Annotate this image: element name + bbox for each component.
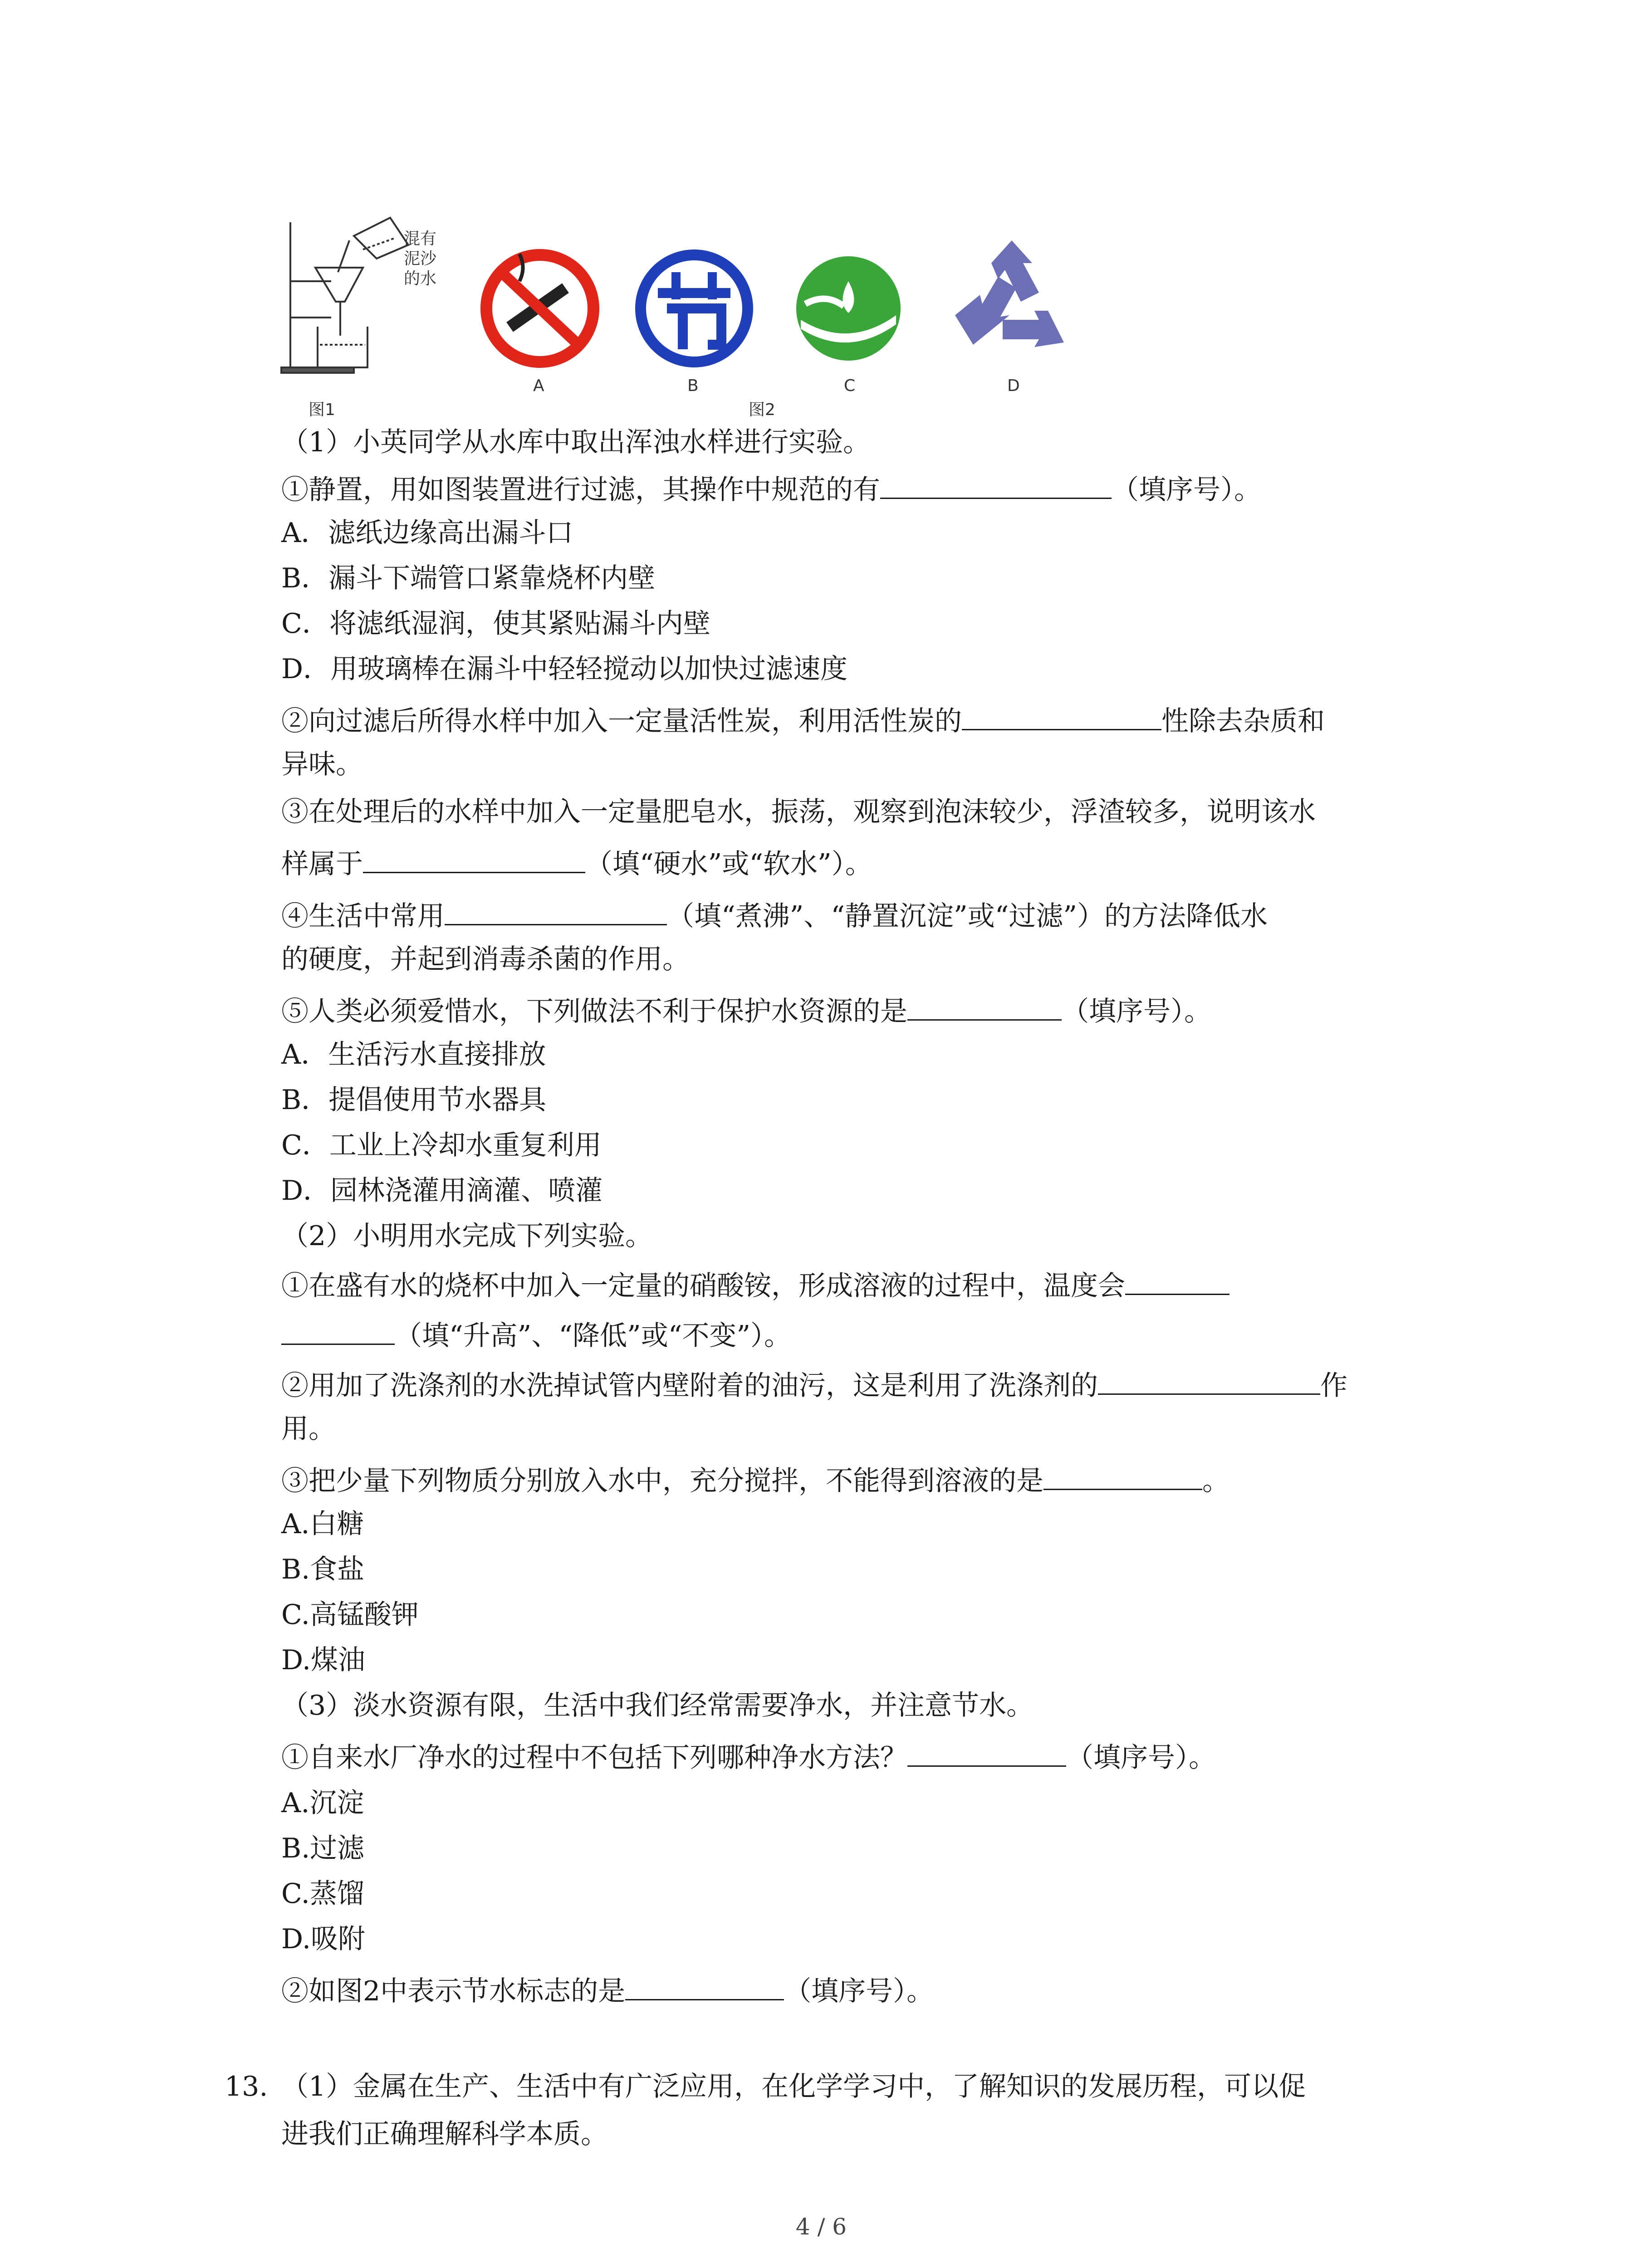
answer-blank[interactable]	[1043, 1461, 1202, 1490]
q-s4-line2: 的硬度，并起到消毒杀菌的作用。	[281, 943, 690, 975]
option-c: C.蒸馏	[281, 1878, 364, 1910]
option-d: D.煤油	[281, 1644, 366, 1676]
answer-blank[interactable]	[625, 1971, 784, 2000]
q-s3-text: 样属于	[281, 848, 363, 880]
option-a: A．滤纸边缘高出漏斗口	[281, 517, 573, 549]
q-s4-line1	[281, 896, 1268, 934]
answer-blank[interactable]	[445, 896, 667, 925]
part1-intro: （1）小英同学从水库中取出浑浊水样进行实验。	[281, 426, 871, 458]
q-s1-tail: （填序号）。	[1112, 474, 1261, 506]
q-t1-line2	[281, 1315, 791, 1354]
option-c: C．工业上冷却水重复利用	[281, 1129, 602, 1161]
option-a: A.沉淀	[281, 1787, 364, 1819]
answer-blank[interactable]	[1098, 1365, 1320, 1395]
option-d: D.吸附	[281, 1923, 366, 1955]
answer-blank[interactable]	[962, 701, 1161, 730]
option-d: D．园林浇灌用滴灌、喷灌	[281, 1175, 603, 1207]
q-s4-tail: （填“煮沸”、“静置沉淀”或“过滤”）的方法降低水	[667, 900, 1268, 932]
q-u1	[281, 1737, 1216, 1776]
option-d: D．用玻璃棒在漏斗中轻轻搅动以加快过滤速度	[281, 653, 848, 685]
option-b: B．提倡使用节水器具	[281, 1084, 547, 1116]
water-drop-sign-icon	[796, 256, 901, 361]
q-t2-line1	[281, 1365, 1347, 1404]
icon-label-a: A	[533, 376, 544, 395]
water-saving-sign-icon	[641, 255, 748, 362]
q-t3-tail: 。	[1202, 1465, 1230, 1497]
answer-blank[interactable]	[1125, 1266, 1230, 1295]
q-s1	[281, 469, 1261, 508]
q-t1-text: ①在盛有水的烧杯中加入一定量的硝酸铵，形成溶液的过程中，温度会	[281, 1270, 1125, 1302]
q-s3-line1: ③在处理后的水样中加入一定量肥皂水，振荡，观察到泡沫较少，浮渣较多，说明该水	[281, 796, 1316, 828]
part3-intro: （3）淡水资源有限，生活中我们经常需要净水，并注意节水。	[281, 1690, 1034, 1721]
q-s3-tail: （填“硬水”或“软水”）。	[585, 848, 872, 880]
q-s3-line2	[281, 844, 872, 882]
option-a: A．生活污水直接排放	[281, 1039, 546, 1070]
q-s5	[281, 991, 1211, 1030]
option-b: B．漏斗下端管口紧靠烧杯内壁	[281, 562, 656, 594]
q-u1-tail: （填序号）。	[1066, 1742, 1216, 1774]
answer-blank-cont[interactable]	[281, 1315, 395, 1345]
answer-blank[interactable]	[907, 1737, 1066, 1767]
icon-label-b: B	[687, 376, 699, 395]
option-c: C．将滤纸湿润，使其紧贴漏斗内壁	[281, 608, 710, 640]
fig2-caption: 图2	[749, 401, 775, 419]
q-s2-cont: 异味。	[281, 748, 363, 780]
answer-blank[interactable]	[907, 991, 1062, 1021]
icon-label-d: D	[1007, 376, 1020, 395]
figures-row	[272, 213, 1112, 426]
question-13-line1: （1）金属在生产、生活中有广泛应用，在化学学习中，了解知识的发展历程，可以促	[281, 2071, 1306, 2102]
fig1-caption: 图1	[309, 401, 335, 419]
filtration-apparatus-icon	[281, 218, 408, 373]
question-13-number: 13.	[225, 2071, 268, 2102]
q-u2-text: ②如图2中表示节水标志的是	[281, 1975, 626, 2007]
q-t2-line2: 用。	[281, 1413, 336, 1445]
q-s5-text: ⑤人类必须爱惜水，下列做法不利于保护水资源的是	[281, 996, 907, 1027]
option-c: C.高锰酸钾	[281, 1599, 419, 1631]
q-u1-text: ①自来水厂净水的过程中不包括下列哪种净水方法？	[281, 1742, 907, 1774]
q-t2-tail: 作	[1320, 1370, 1347, 1402]
no-smoking-sign-icon	[486, 254, 593, 362]
answer-blank[interactable]	[880, 469, 1112, 499]
q-t1-line1	[281, 1266, 1230, 1304]
q-t3-text: ③把少量下列物质分别放入水中，充分搅拌，不能得到溶液的是	[281, 1465, 1043, 1497]
q-t3	[281, 1461, 1230, 1499]
q-s2-tail: 性除去杂质和	[1161, 705, 1325, 737]
q-s2-text: ②向过滤后所得水样中加入一定量活性炭，利用活性炭的	[281, 705, 962, 737]
fig1-side-label: 混有 泥沙 的水	[404, 230, 437, 288]
q-u2-tail: （填序号）。	[784, 1975, 934, 2007]
q-t1-tail: （填“升高”、“降低”或“不变”）。	[395, 1320, 792, 1352]
option-b: B.过滤	[281, 1833, 365, 1864]
q-s4-text: ④生活中常用	[281, 900, 445, 932]
answer-blank[interactable]	[363, 844, 585, 873]
q-u2	[281, 1971, 934, 2009]
option-b: B.食盐	[281, 1554, 365, 1585]
q-s2	[281, 701, 1325, 739]
page-number: 4 / 6	[795, 2214, 847, 2240]
q-t2-text: ②用加了洗涤剂的水洗掉试管内壁附着的油污，这是利用了洗涤剂的	[281, 1370, 1098, 1402]
part2-intro: （2）小明用水完成下列实验。	[281, 1220, 653, 1252]
question-13-line2: 进我们正确理解科学本质。	[281, 2118, 608, 2150]
q-s1-text: ①静置，用如图装置进行过滤，其操作中规范的有	[281, 474, 880, 506]
recycle-sign-icon	[955, 240, 1064, 347]
q-s5-tail: （填序号）。	[1062, 996, 1211, 1027]
icon-label-c: C	[844, 376, 856, 395]
option-a: A.白糖	[281, 1508, 364, 1540]
